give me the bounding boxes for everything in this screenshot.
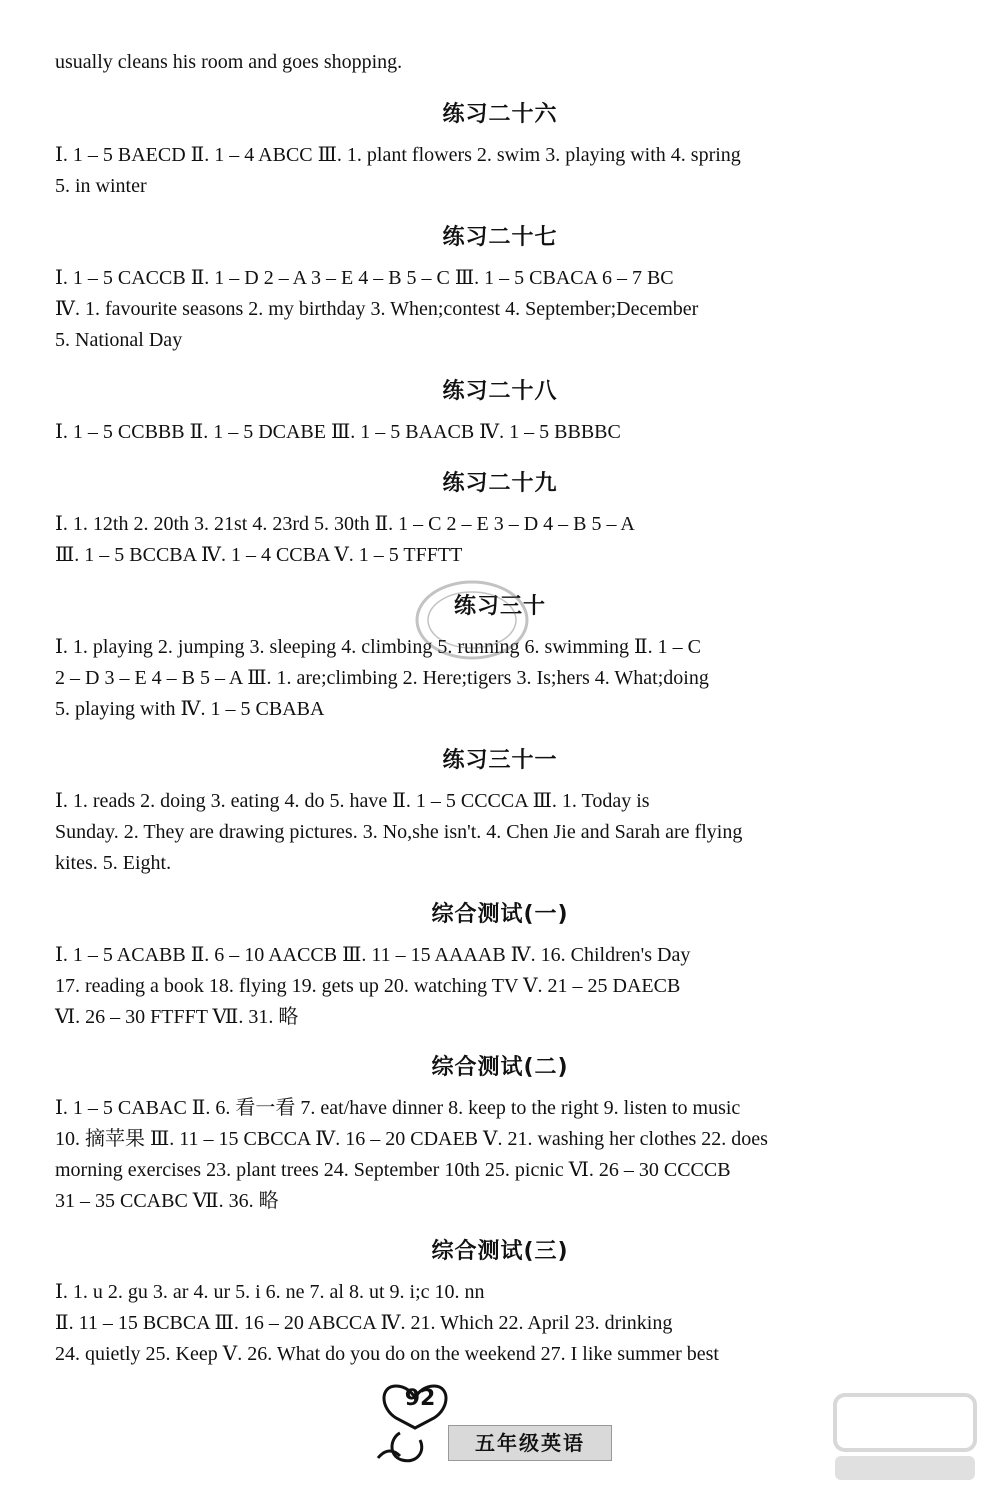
text-line: Ⅰ. 1 – 5 ACABB Ⅱ. 6 – 10 AACCB Ⅲ. 11 – 15 AAAAB Ⅳ. 16. Children's Day [55,944,691,966]
text-line: Ⅱ. 11 – 15 BCBCA Ⅲ. 16 – 20 ABCCA Ⅳ. 21. Which 22. April 23. drinking [55,1312,673,1334]
text-line: Sunday. 2. They are drawing pictures. 3. No,she isn't. 4. Chen Jie and Sarah are flying [55,821,743,843]
text-line: morning exercises 23. plant trees 24. September 10th 25. picnic Ⅵ. 26 – 30 CCCCB [55,1159,731,1181]
text-line: 10. 摘苹果 Ⅲ. 11 – 15 CBCCA Ⅳ. 16 – 20 CDAEB Ⅴ. 21. washing her clothes 22. does [55,1128,768,1150]
text-line: Ⅲ. 1 – 5 BCCBA Ⅳ. 1 – 4 CCBA Ⅴ. 1 – 5 TFFTT [55,544,463,566]
watermark-logo-icon [830,1390,980,1485]
text-line: 2 – D 3 – E 4 – B 5 – A Ⅲ. 1. are;climbing 2. Here;tigers 3. Is;hers 4. What;doing [55,667,709,689]
section-heading-26: 练习二十六 [442,102,558,127]
section-heading-29: 练习二十九 [442,471,558,496]
text-line: Ⅰ. 1. u 2. gu 3. ar 4. ur 5. i 6. ne 7. al 8. ut 9. i;c 10. nn [55,1281,485,1303]
text-line: 17. reading a book 18. flying 19. gets up 20. watching TV Ⅴ. 21 – 25 DAECB [55,975,681,997]
text-line: 5. in winter [55,175,147,197]
text-line: kites. 5. Eight. [55,852,172,874]
text-line: Ⅰ. 1 – 5 BAECD Ⅱ. 1 – 4 ABCC Ⅲ. 1. plant flowers 2. swim 3. playing with 4. spring [55,144,741,166]
text-line: Ⅰ. 1. reads 2. doing 3. eating 4. do 5. have Ⅱ. 1 – 5 CCCCA Ⅲ. 1. Today is [55,790,650,812]
text-line: 5. National Day [55,329,183,351]
section-heading-test-1: 综合测试(一) [431,902,569,927]
page-number: 92 [404,1386,436,1411]
section-heading-test-3: 综合测试(三) [431,1239,569,1264]
text-line: 24. quietly 25. Keep Ⅴ. 26. What do you do on the weekend 27. I like summer best [55,1343,719,1365]
section-heading-test-2: 综合测试(二) [431,1055,569,1080]
text-line: 5. playing with Ⅳ. 1 – 5 CBABA [55,698,325,720]
stamp-icon [412,575,532,665]
section-heading-28: 练习二十八 [442,379,558,404]
text-line: Ⅰ. 1 – 5 CCBBB Ⅱ. 1 – 5 DCABE Ⅲ. 1 – 5 BAACB Ⅳ. 1 – 5 BBBBC [55,421,621,443]
text-line: 31 – 35 CCABC Ⅶ. 36. 略 [55,1190,279,1212]
text-line: Ⅳ. 1. favourite seasons 2. my birthday 3. When;contest 4. September;December [55,298,699,320]
section-heading-31: 练习三十一 [442,748,558,773]
book-title: 五年级英语 [448,1425,612,1461]
section-heading-27: 练习二十七 [442,225,558,250]
text-line: Ⅰ. 1. playing 2. jumping 3. sleeping 4. climbing 5. running 6. swimming Ⅱ. 1 – C [55,636,701,658]
text-line: Ⅵ. 26 – 30 FTFFT Ⅶ. 31. 略 [55,1006,299,1028]
text-line: Ⅰ. 1. 12th 2. 20th 3. 21st 4. 23rd 5. 30th Ⅱ. 1 – C 2 – E 3 – D 4 – B 5 – A [55,513,635,535]
text-line: usually cleans his room and goes shopping. [55,51,403,73]
text-line: Ⅰ. 1 – 5 CABAC Ⅱ. 6. 看一看 7. eat/have dinner 8. keep to the right 9. listen to music [55,1097,741,1119]
section-heading-30: 练习三十 [453,594,546,619]
text-line: Ⅰ. 1 – 5 CACCB Ⅱ. 1 – D 2 – A 3 – E 4 – B 5 – C Ⅲ. 1 – 5 CBACA 6 – 7 BC [55,267,674,289]
